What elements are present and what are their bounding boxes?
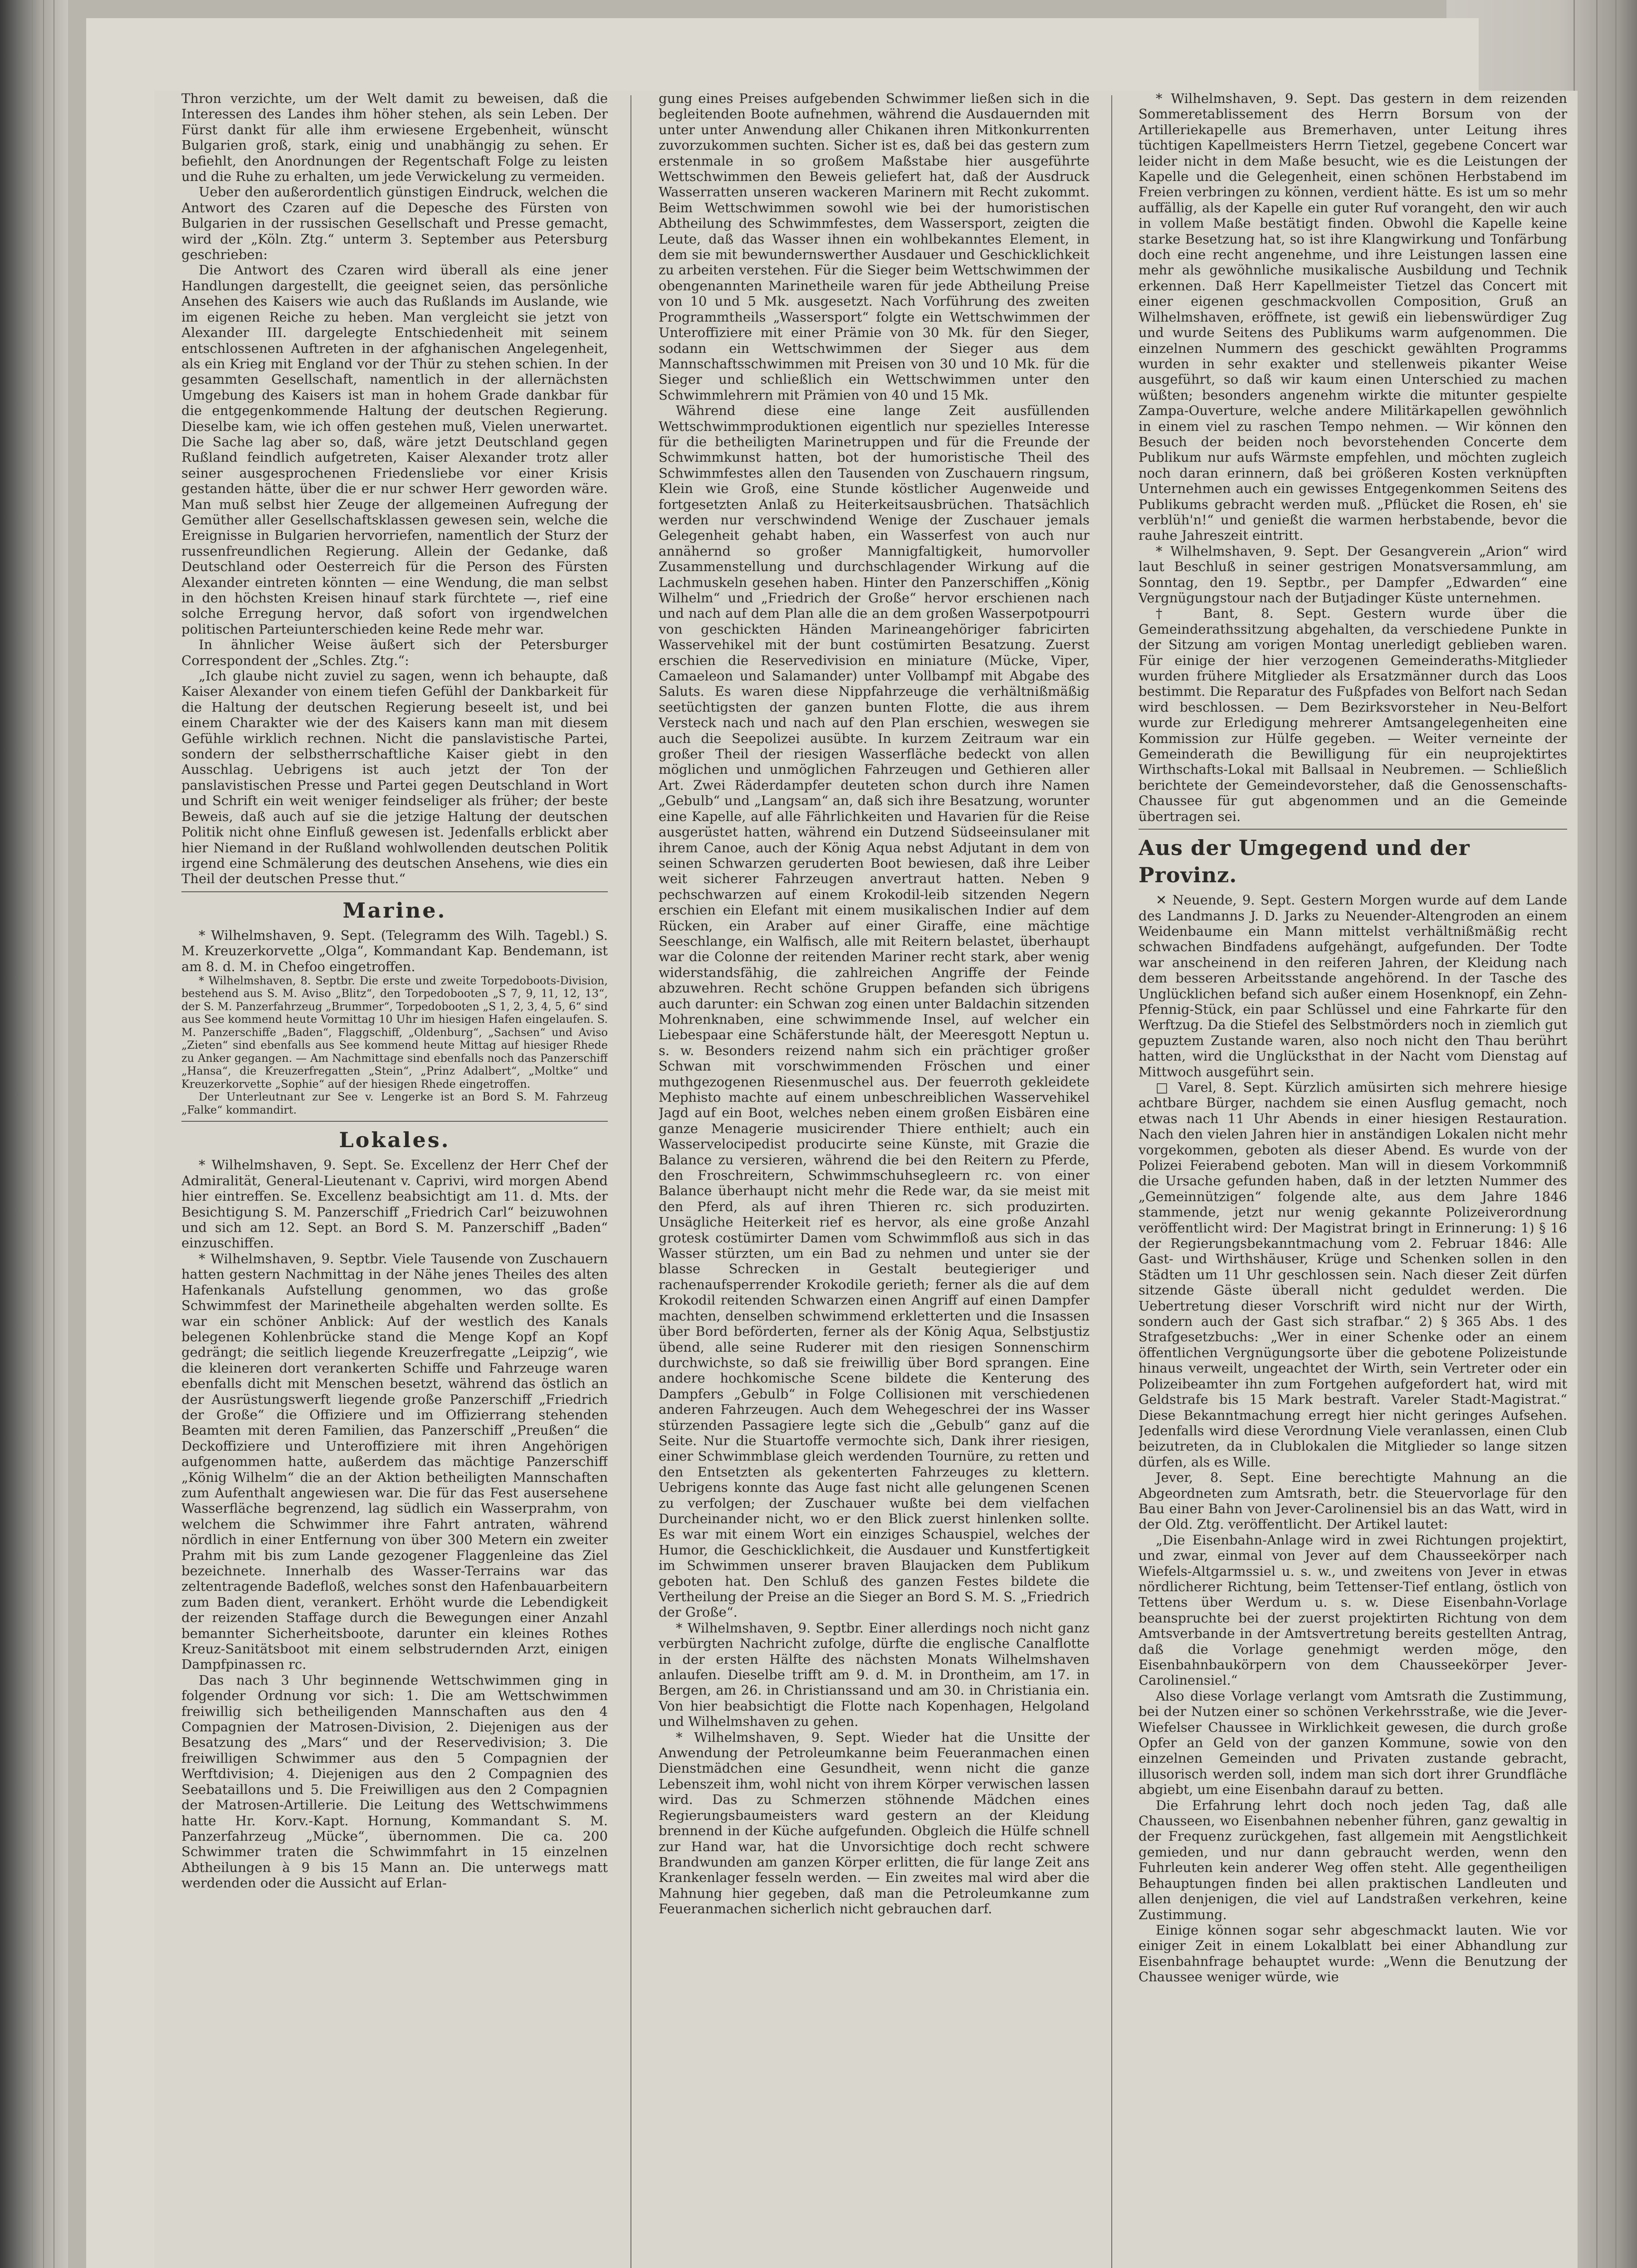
article-paragraph: „Die Eisenbahn-Anlage wird in zwei Richtungen projektirt, und zwar, einmal von Jever auf dem Chausseekörper nach Wiefels-Altgarmssiel u. s. w., und zweitens von Jever in etwas nördlicherer Richtung, beim Tettenser-Tief entlang, östlich von Tettens über Werdum u. s. w. Diese Eisenbahn-Vorlage beanspruchte bei der zuerst projektirten Richtung von dem Amtsverbande in der Amtsvertretung bereits gestellten Antrag, daß die Vorlage genehmigt werden möge, den Eisenbahnbaukörpern von dem Chausseekörper Jever-Carolinensiel.“ bbox=[1139, 1532, 1567, 1688]
article-paragraph: Das nach 3 Uhr beginnende Wettschwimmen ging in folgender Ordnung vor sich: 1. Die am Wettschwimmen freiwillig sich betheiligenden Mannschaften aus den 4 Compagnien der Matrosen-Division, 2. Diejenigen aus der Besatzung des „Mars“ und der Reservedivision; 3. Die freiwilligen Schwimmer aus den 5 Compagnien der Werftdivision; 4. Diejenigen aus den 2 Compagnien des Seebataillons und 5. Die Freiwilligen aus den 2 Compagnien der Matrosen-Artillerie. Die Leitung des Wettschwimmens hatte Hr. Korv.-Kapt. Hornung, Kommandant S. M. Panzerfahrzeug „Mücke“, übernommen. Die ca. 200 Schwimmer traten die Schwimmfahrt in 15 einzelnen Abtheilungen à 9 bis 15 Mann an. Die unterwegs matt werdenden oder die Aussicht auf Erlan- bbox=[181, 1672, 608, 1891]
article-paragraph: Die Erfahrung lehrt doch noch jeden Tag, daß alle Chausseen, wo Eisenbahnen nebenher führen, ganz gewaltig in der Frequenz zurückgehen, fast allgemein mit Aengstlichkeit gemieden, und nur dann gebraucht werden, wenn den Fuhrleuten kein anderer Weg offen steht. Alle gegentheiligen Behauptungen finden bei allen praktischen Landleuten und allen denjenigen, die viel auf Landstraßen verkehren, keine Zustimmung. bbox=[1139, 1797, 1567, 1922]
article-paragraph: Thron verzichte, um der Welt damit zu beweisen, daß die Interessen des Landes ihm höher stehen, als sein Leben. Der Fürst dankt für alle ihm erwiesene Ergebenheit, wünscht Bulgarien groß, stark, einig und unabhängig zu sehen. Er befiehlt, den Anordnungen der Regentschaft Folge zu leisten und die Ruhe zu erhalten, um jede Verwickelung zu vermeiden. bbox=[181, 91, 608, 185]
article-paragraph: Die Antwort des Czaren wird überall als eine jener Handlungen dargestellt, die geeignet seien, das persönliche Ansehen des Kaisers wie auch das Rußlands im Auslande, wie im eigenen Reiche zu heben. Man vergleicht sie jetzt von Alexander III. dargelegte Entschiedenheit mit seinem entschlossenen Auftreten in der afghanischen Angelegenheit, als ein Krieg mit England vor der Thür zu stehen schien. In der gesammten Gesellschaft, namentlich in der allernächsten Umgebung des Kaisers ist man in hohem Grade dankbar für die entgegenkommende Haltung der deutschen Regierung. Dieselbe kam, wie ich offen gestehen muß, Vielen unerwartet. Die Sache lag aber so, daß, wäre jetzt Deutschland gegen Rußland feindlich aufgetreten, Kaiser Alexander trotz aller seiner ausgesprochenen Friedensliebe vor einer Krisis gestanden hätte, über die er nur schwer Herr geworden wäre. Man muß selbst hier Zeuge der allgemeinen Aufregung der Gemüther aller Gesellschaftsklassen gewesen sein, welche die Ereignisse in Bulgarien hervorriefen, namentlich der Sturz der russenfreundlichen Regierung. Allein der Gedanke, daß Deutschland oder Oesterreich für die Person des Fürsten Alexander eintreten könnten — eine Wendung, die man selbst in den höchsten Kreisen hinauf stark fürchtete —, rief eine solche Erregung hervor, daß sofort von irgendwelchen politischen Parteiunterschieden keine Rede mehr war. bbox=[181, 262, 608, 637]
article-paragraph: Einige können sogar sehr abgeschmackt lauten. Wie vor einiger Zeit in einem Lokalblatt bei einer Abhandlung zur Eisenbahnfrage behauptet wurde: „Wenn die Benutzung der Chaussee weniger würde, wie bbox=[1139, 1922, 1567, 1985]
article-paragraph: * Wilhelmshaven, 9. Sept. Se. Excellenz der Herr Chef der Admiralität, General-Lieutenant v. Caprivi, wird morgen Abend hier eintreffen. Se. Excellenz beabsichtigt am 11. d. Mts. der Besichtigung S. M. Panzerschiff „Friedrich Carl“ beizuwohnen und sich am 12. Sept. an Bord S. M. Panzerschiff „Baden“ einzuschiffen. bbox=[181, 1157, 608, 1251]
article-paragraph: * Wilhelmshaven, 9. Septbr. Viele Tausende von Zuschauern hatten gestern Nachmittag in der Nähe jenes Theiles des alten Hafenkanals Aufstellung genommen, wo das große Schwimmfest der Marinetheile abgehalten werden sollte. Es war ein schöner Anblick: Auf der westlich des Kanals belegenen Kohlenbrücke stand die Menge Kopf an Kopf gedrängt; die seitlich liegende Kreuzerfregatte „Leipzig“, wie die kleineren dort verankerten Schiffe und Fahrzeuge waren ebenfalls dicht mit Menschen besetzt, während das östlich an der Ausrüstungswerft liegende große Panzerschiff „Friedrich der Große“ die Offiziere und im Offizierrang stehenden Beamten mit deren Familien, das Panzerschiff „Preußen“ die Deckoffiziere und Unteroffiziere mit ihren Angehörigen aufgenommen hatte, außerdem das mächtige Panzerschiff „König Wilhelm“ die an der Aktion betheiligten Mannschaften zum Aufenthalt angewiesen war. Die für das Fest ausersehene Wasserfläche begrenzend, lag südlich ein Wasserprahm, von welchem die Schwimmer ihre Fahrt antraten, während nördlich in einer Entfernung von über 300 Metern ein zweiter Prahm mit bis zum Lande gezogener Flaggenleine das Ziel bezeichnete. Innerhalb des Wasser-Terrains war das zeltentragende Badefloß, welches sonst den Hafenbauarbeitern zum Baden dient, verankert. Erhöht wurde die Lebendigkeit der reizenden Staffage durch die Bewegungen einer Anzahl bemannter Sicherheitsboote, darunter ein kleines Rothes Kreuz-Sanitätsboot mit einem selbstrudernden Arzt, einigen Dampfpinassen rc. bbox=[181, 1251, 608, 1672]
article-paragraph: Jever, 8. Sept. Eine berechtigte Mahnung an die Abgeordneten zum Amtsrath, betr. die Steuervorlage für den Bau einer Bahn von Jever-Carolinensiel bis an das Watt, wird in der Old. Ztg. veröffentlicht. Der Artikel lautet: bbox=[1139, 1470, 1567, 1532]
article-paragraph: * Wilhelmshaven, 9. Septbr. Einer allerdings noch nicht ganz verbürgten Nachricht zufolge, dürfte die englische Canalflotte in der ersten Hälfte des nächsten Monats Wilhelmshaven anlaufen. Dieselbe trifft am 9. d. M. in Drontheim, am 17. in Bergen, am 26. in Christianssand und am 30. in Christiania ein. Von hier beabsichtigt die Flotte nach Kopenhagen, Helgoland und Wilhelmshaven zu gehen. bbox=[659, 1620, 1090, 1730]
article-paragraph: Der Unterleutnant zur See v. Lengerke ist an Bord S. M. Fahrzeug „Falke“ kommandirt. bbox=[181, 1090, 608, 1116]
small-print-block bbox=[181, 974, 608, 1117]
section-divider bbox=[181, 891, 608, 892]
column-1 bbox=[181, 91, 608, 2268]
article-paragraph: Also diese Vorlage verlangt vom Amtsrath die Zustimmung, bei der Nutzen einer so schönen Verkehrsstraße, wie die Jever-Wiefelser Chaussee in Wirklichkeit gewesen, die durch große Opfer an Geld von der ganzen Kommune, sowie von den einzelnen Gemeinden und Privaten zustande gebracht, illusorisch werden soll, indem man sich dort ihrer Grundfläche abgiebt, um eine Eisenbahn darauf zu betten. bbox=[1139, 1688, 1567, 1798]
section-divider bbox=[1139, 829, 1567, 830]
section-heading-umgegend: Aus der Umgegend und der Provinz. bbox=[1139, 836, 1470, 888]
article-paragraph: □ Varel, 8. Sept. Kürzlich amüsirten sich mehrere hiesige achtbare Bürger, nachdem sie einen Ausflug gemacht, noch etwas nach 11 Uhr Abends in einer hiesigen Restauration. Nach den vielen Jahren hier in anständigen Lokalen nicht mehr vorgekommen, geboten als dieser Abend. Es wurde von der Polizei Feierabend geboten. Man will in diesem Vorkommniß die Ursache gefunden haben, daß in der letzten Nummer des „Gemeinnützigen“ folgende alte, aus dem Jahre 1846 stammende, jetzt nur wenig gekannte Polizeiverordnung veröffentlicht wird: Der Magistrat bringt in Erinnerung: 1) § 16 der Regierungsbekanntmachung vom 2. Februar 1846: Alle Gast- und Wirthshäuser, Krüge und Schenken sollen in den Städten um 11 Uhr geschlossen sein. Nach dieser Zeit dürfen sitzende Gäste überall nicht geduldet werden. Die Uebertretung dieser Vorschrift wird nicht nur der Wirth, sondern auch der Gast sich strafbar.“ 2) § 365 Abs. 1 des Strafgesetzbuchs: „Wer in einer Schenke oder an einem öffentlichen Vergnügungsorte über die gebotene Polizeistunde hinaus verweilt, ungeachtet der Wirth, sein Vertreter oder ein Polizeibeamter ihn zum Fortgehen aufgefordert hat, wird mit Geldstrafe bis 15 Mark bestraft. Vareler Stadt-Magistrat.“ Diese Bekanntmachung erregt hier nicht geringes Aufsehen. Jedenfalls wird diese Verordnung Viele veranlassen, einen Club beizutreten, da in Clublokalen die Mitglieder so lange sitzen dürfen, als es Wille. bbox=[1139, 1079, 1567, 1470]
column-rule bbox=[630, 95, 631, 2268]
article-paragraph: ✕ Neuende, 9. Sept. Gestern Morgen wurde auf dem Lande des Landmanns J. D. Jarks zu Neuender-Altengroden an einem Weidenbaume ein Mann mittelst verhältnißmäßig recht schwachen Bindfadens aufgehängt, aufgefunden. Der Todte war anscheinend in den reiferen Jahren, der Kleidung nach dem besseren Arbeitsstande angehörend. In der Tasche des Unglücklichen befand sich außer einem Hosenknopf, ein Zehn-Pfennig-Stück, ein paar Schlüssel und eine Fahrkarte für den Werftzug. Da die Stiefel des Selbstmörders noch in ziemlich gut gepuztem Zustande waren, also noch nicht den Thau berührt hatten, wird die Unglücksthat in der Nacht vom Dienstag auf Mittwoch ausgeführt sein. bbox=[1139, 892, 1567, 1080]
scan-left-edge bbox=[0, 0, 68, 2268]
section-divider bbox=[181, 1121, 608, 1122]
article-paragraph: * Wilhelmshaven, 9. Sept. Wieder hat die Unsitte der Anwendung der Petroleumkanne beim Feueranmachen einen Dienstmädchen eine Gesundheit, wenn nicht die ganze Lebenszeit ihm, wohl nicht von ihrem Körper verwischen lassen wird. Das zu Schmerzen stöhnende Mädchen eines Regierungsbaumeisters ward gestern an der Kleidung brennend in der Küche aufgefunden. Obgleich die Hülfe schnell zur Hand war, hat die Unvorsichtige doch recht schwere Brandwunden am ganzen Körper erlitten, die für lange Zeit ans Krankenlager fesseln werden. — Ein zweites mal wird aber die Mahnung hier gegeben, daß man die Petroleumkanne zum Feueranmachen sicherlich nicht gebrauchen darf. bbox=[659, 1729, 1090, 1917]
article-paragraph: † Bant, 8. Sept. Gestern wurde über die Gemeinderathssitzung abgehalten, da verschiedene Punkte in der Sitzung am vorigen Montag unerledigt geblieben waren. Für einige der hier verzogenen Gemeinderaths-Mitglieder wurden frühere Mitglieder als Ersatzmänner durch das Loos bestimmt. Die Reparatur des Fußpfades von Belfort nach Sedan wird beschlossen. — Dem Bezirksvorsteher in Neu-Belfort wurde zur Erledigung mehrerer Amtsangelegenheiten eine Kommission zur Hülfe gegeben. — Weiter verneinte der Gemeinderath die Bewilligung für ein neuprojektirtes Wirthschafts-Lokal mit Ballsaal in Neubremen. — Schließlich berichtete der Gemeindevorsteher, daß die Genossenschafts-Chaussee für gut abgenommen und an die Gemeinde übertragen sei. bbox=[1139, 606, 1567, 824]
article-paragraph: Ueber den außerordentlich günstigen Eindruck, welchen die Antwort des Czaren auf die Depesche des Fürsten von Bulgarien in der russischen Gesellschaft und Presse gemacht, wird der „Köln. Ztg.“ unterm 3. September aus Petersburg geschrieben: bbox=[181, 184, 608, 263]
article-paragraph: * Wilhelmshaven, 9. Sept. Das gestern in dem reizenden Sommeretablissement des Herrn Borsum von der Artilleriekapelle aus Bremerhaven, unter Leitung ihres tüchtigen Kapellmeisters Herrn Tietzel, gegebene Concert war leider nicht in dem Maße besucht, wie es die Leistungen der Kapelle und die Gelegenheit, einen schönen Herbstabend im Freien verbringen zu können, verdient hätte. Es ist um so mehr auffällig, als der Kapelle ein guter Ruf vorangeht, den wir auch in vollem Maße bestätigt finden. Obwohl die Kapelle keine starke Besetzung hat, so ist ihre Klangwirkung und Tonfärbung doch eine recht angenehme, und ihre Leistungen lassen eine mehr als gewöhnliche musikalische Ausbildung und Technik erkennen. Daß Herr Kapellmeister Tietzel das Concert mit einer eigenen geschmackvollen Composition, Gruß an Wilhelmshaven, eröffnete, ist gewiß ein liebenswürdiger Zug und wurde Seitens des Publikums warm aufgenommen. Die einzelnen Nummern des geschickt gewählten Programms wurden in sehr exakter und stellenweis pikanter Weise ausgeführt, so daß wir kaum einen Unterschied zu machen wüßten; besonders angenehm wirkte die mitunter gespielte Zampa-Ouverture, welche andere Militärkapellen gewöhnlich in einem viel zu raschen Tempo nehmen. — Wir können den Besuch der beiden noch bevorstehenden Concerte dem Publikum nur aufs Wärmste empfehlen, und möchten zugleich noch daran erinnern, daß bei größeren Kosten verknüpften Unternehmen auch ein gewisses Entgegenkommen Seitens des Publikums gebracht werden muß. „Pflücket die Rosen, eh' sie verblüh'n!“ und genießt die warmen herbstabende, bevor die rauhe Jahreszeit eintritt. bbox=[1139, 91, 1567, 543]
article-paragraph: In ähnlicher Weise äußert sich der Petersburger Correspondent der „Schles. Ztg.“: bbox=[181, 637, 608, 668]
article-paragraph: * Wilhelmshaven, 8. Septbr. Die erste und zweite Torpedoboots-Division, bestehend aus S. M. Aviso „Blitz“, den Torpedobooten „S 7, 9, 11, 12, 13“, der S. M. Panzerfahrzeug „Brummer“, Torpedobooten „S 1, 2, 3, 4, 5, 6“ sind aus See kommend heute Vormittag 10 Uhr im hiesigen Hafen eingelaufen. S. M. Panzerschiffe „Baden“, Flaggschiff, „Oldenburg“, „Sachsen“ und Aviso „Zieten“ sind ebenfalls aus See kommend heute Mittag auf hiesiger Rhede zu Anker gegangen. — Am Nachmittage sind ebenfalls noch das Panzerschiff „Hansa“, die Kreuzerfregatten „Stein“, „Prinz Adalbert“, „Moltke“ und Kreuzerkorvette „Sophie“ auf der hiesigen Rhede eingetroffen. bbox=[181, 974, 608, 1090]
article-paragraph: gung eines Preises aufgebenden Schwimmer ließen sich in die begleitenden Boote aufnehmen, während die Ausdauernden mit unter unter Anwendung aller Chikanen ihren Mitkonkurrenten zuvorzukommen suchten. Sicher ist es, daß bei das gestern zum erstenmale in so großem Maßstabe hier ausgeführte Wettschwimmen den Beweis geliefert hat, daß der Ausdruck Wasserratten unseren wackeren Marinern mit Recht zukommt. Beim Wettschwimmen sowohl wie bei der humoristischen Abtheilung des Schwimmfestes, dem Wassersport, zeigten die Leute, daß das Wasser ihnen ein wohlbekanntes Element, in dem sie mit bewundernswerther Ausdauer und Geschicklichkeit zu arbeiten verstehen. Für die Sieger beim Wettschwimmen der obengenannten Marinetheile waren für jede Abtheilung Preise von 10 und 5 Mk. ausgesetzt. Nach Vorführung des zweiten Programmtheils „Wassersport“ folgte ein Wettschwimmen der Unteroffiziere mit einer Prämie von 30 Mk. für den Sieger, sodann ein Wettschwimmen der Sieger aus dem Mannschaftsschwimmen mit Preisen von 30 und 10 Mk. für die Sieger und schließlich ein Wettschwimmen unter den Schwimmlehrern mit Prämien von 40 und 15 Mk. bbox=[659, 91, 1090, 403]
article-paragraph: Während diese eine lange Zeit ausfüllenden Wettschwimmproduktionen eigentlich nur spezielles Interesse für die betheiligten Marinetruppen und für die Freunde der Schwimmkunst hatten, bot der humoristische Theil des Schwimmfestes allen den Tausenden von Zuschauern ringsum, Klein wie Groß, eine Stunde köstlicher Augenweide und fortgesetzten Anlaß zu Heiterkeitsausbrüchen. Thatsächlich werden nur verschwindend Wenige der Zuschauer jemals Gelegenheit gehabt haben, ein Wasserfest von auch nur annähernd so großer Mannigfaltigkeit, humorvoller Zusammenstellung und durchschlagender Wirkung auf die Lachmuskeln gesehen haben. Hinter den Panzerschiffen „König Wilhelm“ und „Friedrich der Große“ hervor erschienen nach und nach auf dem Plan alle die an dem großen Wasserpotpourri von geschickten Händen Marineangehöriger fabricirten Wasservehikel mit der bunt costümirten Besatzung. Zuerst erschien die Reservedivision en miniature (Mücke, Viper, Camaeleon und Salamander) unter Vollbampf mit Abgabe des Saluts. Es waren diese Nippfahrzeuge die verhältnißmäßig seetüchtigsten der ganzen bunten Flotte, die aus ihrem Versteck nach und nach auf den Plan erschien, weswegen sie auch die Seepolizei ausübte. In kurzem Zeitraum war ein großer Theil der riesigen Wasserfläche bedeckt von allen möglichen und unmöglichen Fahrzeugen und Gethieren aller Art. Zwei Räderdampfer deuteten schon durch ihre Namen „Gebulb“ und „Langsam“ an, daß sich ihre Besatzung, worunter eine Kapelle, auf alle Fährlichkeiten und Havarien für die Reise ausgerüstet hatten, während ein Dutzend Südseeinsulaner mit ihrem Canoe, auch der König Aqua nebst Adjutant in dem von seinen Schwarzen geruderten Boot bewiesen, daß ihre Leiber weit sicherer Fahrzeugen anvertraut hatten. Neben 9 pechschwarzen auf einem Krokodil-leib sitzenden Negern erschien ein Elefant mit einem musikalischen Indier auf dem Rücken, ein Araber auf einer Giraffe, eine mächtige Seeschlange, ein Walfisch, alle mit Reitern belastet, überhaupt war die Colonne der reitenden Mariner recht stark, aber wenig widerstandsfähig, die zahlreichen Angriffe der Feinde abzuwehren. Recht schöne Gruppen befanden sich übrigens auch darunter: ein Schwan zog einen unter Baldachin sitzenden Mohrenknaben, eine schwimmende Insel, auf welcher ein Liebespaar eine Schäferstunde hält, der Meeresgott Neptun u. s. w. Besonders reizend nahm sich ein prächtiger großer Schwan mit vorschwimmenden Fröschen und einer muthgezogenen Riesenmuschel aus. Der feuerroth gekleidete Mephisto machte auf einem unbeschreiblichen Wasservehikel Jagd auf ein Boot, welches neben einem großen Eisbären eine ganze Menagerie musicirender Thiere enthielt; auch ein Wasservelocipedist producirte seine Künste, mit Grazie die Balance zu versieren, während die bei den Reitern zu Pferde, den Froschreitern, Schwimmschuhsegleern rc. von einer Balance überhaupt nicht mehr die Rede war, da sie meist mit den Pferd, als auf ihren Thieren rc. sich produzirten. Unsägliche Heiterkeit rief es hervor, als eine große Anzahl grotesk costümirter Damen vom Schwimmfloß aus sich in das Wasser stürzten, um ein Bad zu nehmen und unter sie der blasse Schrecken in Gestalt beutegieriger und rachenaufsperrender Krokodile gerieth; ferner als die auf dem Krokodil reitenden Schwarzen einen Angriff auf einen Dampfer machten, denselben schwimmend erkletterten und die Insassen über Bord beförderten, ferner als der König Aqua, Selbstjustiz übend, alle seine Ruderer mit den riesigen Sonnenschirm durchwichste, so daß sie freiwillig über Bord sprangen. Eine andere hochkomische Scene bildete die Kenterung des Dampfers „Gebulb“ in Folge Collisionen mit verschiedenen anderen Fahrzeugen. Auch dem Wehegeschrei der ins Wasser stürzenden Passagiere legte sich die „Gebulb“ ganz auf die Seite. Nur die Stuartoffe vermochte sich, Dank ihrer riesigen, einer Schwimmblase gleich werdenden Tournüre, zu retten und den Entsetzten als gekenterten Fahrzeuges zu klettern. Uebrigens konnte das Auge fast nicht alle gelungenen Scenen zu verfolgen; der Zuschauer wußte bei dem vielfachen Durcheinander nicht, wo er den Blick zuerst hinlenken sollte. Es war mit einem Wort ein einziges Schauspiel, welches der Humor, die Geschicklichkeit, die Ausdauer und Kunstfertigkeit im Schwimmen unserer braven Blaujacken dem Publikum geboten hat. Den Schluß des ganzen Festes bildete die Vertheilung der Preise an die Sieger an Bord S. M. S. „Friedrich der Große“. bbox=[659, 403, 1090, 1620]
section-heading-marine: Marine. bbox=[342, 898, 447, 923]
section-heading-lokales: Lokales. bbox=[339, 1128, 450, 1153]
column-rule bbox=[1111, 95, 1112, 2268]
article-paragraph: „Ich glaube nicht zuviel zu sagen, wenn ich behaupte, daß Kaiser Alexander von einem tiefen Gefühl der Dankbarkeit für die Haltung der deutschen Regierung beseelt ist, und bei einem Charakter wie der des Kaisers kann man mit diesem Gefühle wirklich rechnen. Nicht die panslavistische Partei, sondern der selbstherrschaftliche Kaiser giebt in den Ausschlag. Uebrigens ist auch jetzt der Ton der panslavistischen Presse und Partei gegen Deutschland in Wort und Schrift ein weit weniger feindseliger als früher; der beste Beweis, daß auch auf sie die jetzige Haltung der deutschen Politik nicht ohne Einfluß gewesen ist. Jedenfalls erblickt aber hier Niemand in der Rußland wohlwollenden deutschen Politik irgend eine Schmälerung des deutschen Ansehens, wie dies ein Theil der deutschen Presse thut.“ bbox=[181, 668, 608, 887]
newspaper-page bbox=[154, 91, 1578, 2268]
article-paragraph: * Wilhelmshaven, 9. Sept. Der Gesangverein „Arion“ wird laut Beschluß in seiner gestrigen Monatsversammlung, am Sonntag, den 19. Septbr., per Dampfer „Edwarden“ eine Vergnügungstour nach der Butjadinger Küste unternehmen. bbox=[1139, 543, 1567, 606]
column-2 bbox=[659, 91, 1090, 2268]
column-3 bbox=[1139, 91, 1567, 2268]
article-paragraph: * Wilhelmshaven, 9. Sept. (Telegramm des Wilh. Tagebl.) S. M. Kreuzerkorvette „Olga“, Kommandant Kap. Bendemann, ist am 8. d. M. in Chefoo eingetroffen. bbox=[181, 927, 608, 974]
